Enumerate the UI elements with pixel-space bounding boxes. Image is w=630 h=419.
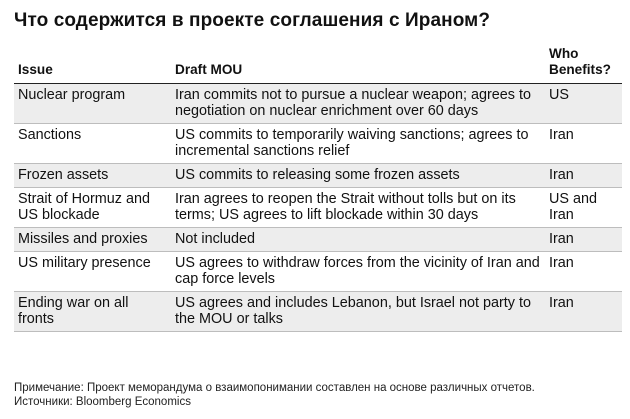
issue-cell: Missiles and proxies	[14, 228, 171, 252]
header-who-benefits-label: Who Benefits?	[549, 46, 611, 77]
table-row	[14, 292, 622, 332]
issue-cell: Sanctions	[14, 124, 171, 164]
table-row	[14, 164, 622, 188]
issue-cell: Nuclear program	[14, 84, 171, 124]
source-line: Источники: Bloomberg Economics	[14, 396, 191, 408]
page-title: Что содержится в проекте соглашения с Ираном?	[14, 10, 491, 31]
draft-mou-cell: US commits to releasing some frozen assets	[171, 164, 545, 188]
beneficiary-cell: US	[545, 84, 622, 124]
draft-mou-cell: Iran agrees to reopen the Strait without tolls but on its terms; US agrees to lift blockade within 30 days	[171, 188, 545, 228]
header-issue: Issue	[14, 46, 171, 84]
draft-mou-cell: US commits to temporarily waiving sanctions; agrees to incremental sanctions relief	[171, 124, 545, 164]
table-row	[14, 252, 622, 292]
table-row	[14, 84, 622, 124]
table-row	[14, 188, 622, 228]
table-row	[14, 228, 622, 252]
beneficiary-cell: US and Iran	[545, 188, 622, 228]
footer	[14, 381, 535, 409]
mou-table	[14, 46, 622, 332]
draft-mou-cell: Iran commits not to pursue a nuclear weapon; agrees to negotiation on nuclear enrichment over 60 days	[171, 84, 545, 124]
issue-cell: Strait of Hormuz and US blockade	[14, 188, 171, 228]
beneficiary-cell: Iran	[545, 164, 622, 188]
table-row	[14, 124, 622, 164]
beneficiary-cell: Iran	[545, 124, 622, 164]
draft-mou-cell: US agrees to withdraw forces from the vicinity of Iran and cap force levels	[171, 252, 545, 292]
beneficiary-cell: Iran	[545, 252, 622, 292]
beneficiary-cell: Iran	[545, 292, 622, 332]
header-who-benefits	[545, 46, 622, 84]
issue-cell: Ending war on all fronts	[14, 292, 171, 332]
beneficiary-cell: Iran	[545, 228, 622, 252]
header-draft-mou: Draft MOU	[171, 46, 545, 84]
issue-cell: US military presence	[14, 252, 171, 292]
draft-mou-cell: US agrees and includes Lebanon, but Israel not party to the MOU or talks	[171, 292, 545, 332]
table-header-row	[14, 46, 622, 84]
draft-mou-cell: Not included	[171, 228, 545, 252]
footnote: Примечание: Проект меморандума о взаимопонимании составлен на основе различных отчетов.	[14, 382, 535, 394]
issue-cell: Frozen assets	[14, 164, 171, 188]
